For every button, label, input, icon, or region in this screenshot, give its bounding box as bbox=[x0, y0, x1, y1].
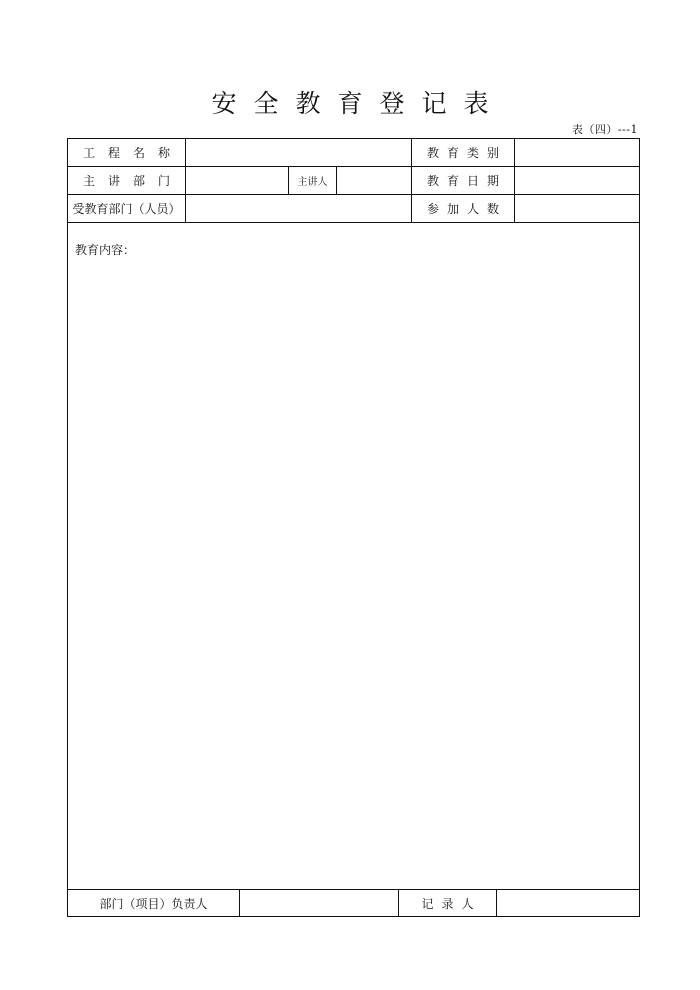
department-lead-field[interactable] bbox=[240, 890, 398, 916]
education-date-field[interactable] bbox=[515, 167, 639, 194]
trainee-department-label: 受教育部门（人员） bbox=[72, 202, 181, 216]
department-lead-label: 部门（项目）负责人 bbox=[99, 896, 208, 911]
recorder-label: 记录人 bbox=[421, 896, 482, 911]
form-code: 表（四）---1 bbox=[571, 123, 638, 136]
row-divider bbox=[68, 222, 639, 223]
lecturer-field[interactable] bbox=[337, 167, 411, 194]
education-content-label: 教育内容： bbox=[75, 243, 136, 257]
project-name-field[interactable] bbox=[186, 139, 411, 166]
education-type-field[interactable] bbox=[515, 139, 639, 166]
education-type-label: 教育类别 bbox=[426, 146, 507, 160]
participant-count-label: 参加人数 bbox=[426, 202, 507, 216]
form-title: 安全教育登记表 bbox=[211, 89, 506, 118]
lecture-department-label: 主讲部门 bbox=[82, 174, 183, 188]
lecturer-label: 主讲人 bbox=[297, 177, 328, 188]
recorder-field[interactable] bbox=[497, 890, 639, 916]
registration-form bbox=[67, 138, 640, 917]
trainee-department-field[interactable] bbox=[186, 195, 411, 222]
education-content-field[interactable] bbox=[68, 259, 639, 884]
project-name-label: 工程名称 bbox=[82, 146, 183, 160]
lecture-department-field[interactable] bbox=[186, 167, 288, 194]
education-date-label: 教育日期 bbox=[426, 174, 507, 188]
participant-count-field[interactable] bbox=[515, 195, 639, 222]
